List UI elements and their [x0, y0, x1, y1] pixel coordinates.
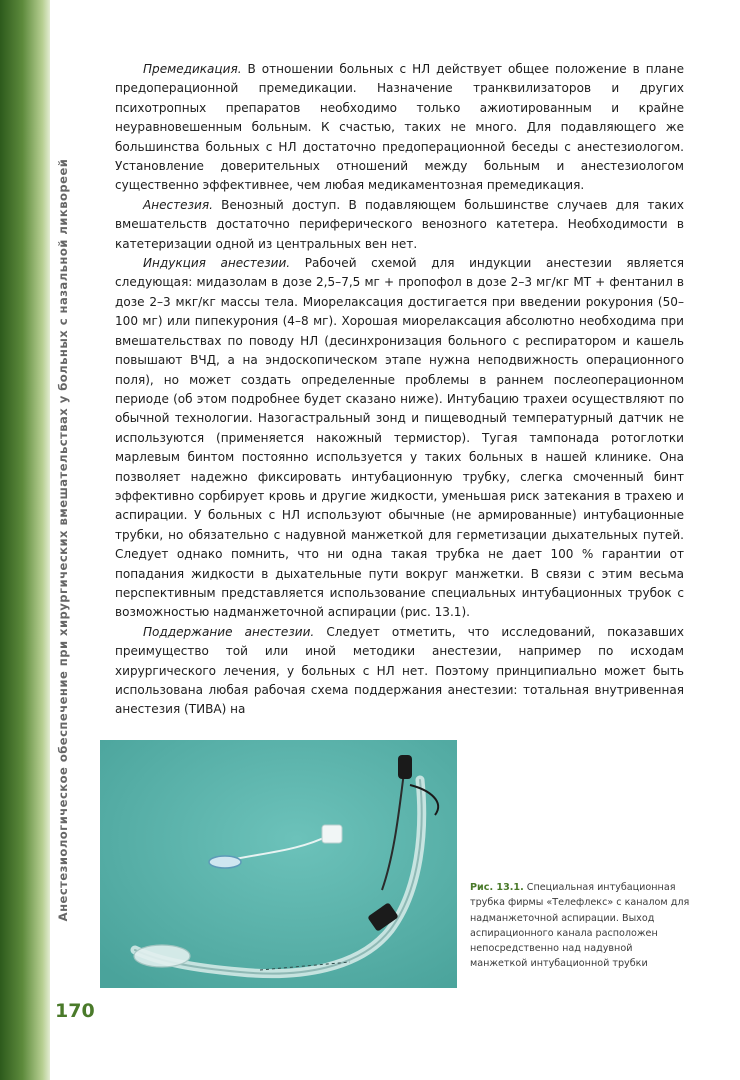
running-side-title: Анестезиологическое обеспечение при хирургических вмешательствах у больных с назальной ликвореей	[56, 158, 70, 922]
paragraph-text: В отношении больных с НЛ действует общее положение в плане предоперационной премедикации. Назначение транквилизаторов и других психотропных препаратов необходимо только ажиотированным и крайне неуравновешенным больным. К счастью, таких не много. Для подавляющего же большинства больных с НЛ достаточно предоперационной беседы с анестезиологом. Установление доверительных отношений между больным и анестезиологом существенно эффективнее, чем любая медикаментозная премедикация.	[115, 62, 684, 193]
aspiration-connector	[398, 755, 412, 779]
inflatable-cuff	[134, 945, 190, 967]
figure-caption	[470, 880, 692, 972]
paragraph-lead: Индукция анестезии.	[143, 256, 291, 271]
pilot-balloon	[209, 856, 241, 868]
paragraph-lead: Анестезия.	[143, 197, 213, 212]
intubation-tube-illustration	[100, 740, 457, 988]
paragraph-text: Венозный доступ. В подавляющем большинстве случаев для таких вмешательств достаточно периферического венозного катетера. Необходимости в катетеризации одной из центральных вен нет.	[115, 197, 684, 251]
body-text	[115, 60, 684, 720]
side-color-band	[0, 0, 50, 1080]
figure-caption-text: Специальная интубационная трубка фирмы «Телефлекс» с каналом для надманжеточной аспирации. Выход аспирационного канала расположен непосредственно над надувной манжеткой интубационной трубки	[470, 882, 690, 970]
paragraph-lead: Премедикация.	[143, 62, 242, 76]
paragraph-lead: Поддержание анестезии.	[143, 624, 315, 639]
paragraph-text: Следует отметить, что исследований, показавших преимущество той или иной методики анестезии, например по исходам хирургического лечения, у больных с НЛ нет. Поэтому принципиально может быть использована любая рабочая схема поддержания анестезии: тотальная внутривенная анестезия (ТИВА) на	[115, 624, 684, 717]
figure-photo	[100, 740, 457, 988]
paragraph-text: Рабочей схемой для индукции анестезии является следующая: мидазолам в дозе 2,5–7,5 мг + пропофол в дозе 2–3 мг/кг МТ + фентанил в дозе 2–3 мкг/кг массы тела. Миорелаксация достигается при введении рокурония (50–100 мг) или пипекурония (4–8 мг). Хорошая миорелаксация абсолютно необходима при вмешательствах по поводу НЛ (десинхронизация больного с респиратором и кашель повышают ВЧД, а на эндоскопическом этапе нужна неподвижность операционного поля), но может создать определенные проблемы в раннем послеоперационном периоде (об этом подробнее будет сказано ниже). Интубацию трахеи осуществляют по обычной технологии. Назогастральный зонд и пищеводный температурный датчик не используются (применяется накожный термистор). Тугая тампонада ротоглотки марлевым бинтом постоянно используется у таких больных в нашей клинике. Она позволяет надежно фиксировать интубационную трубку, слегка смоченный бинт эффективно сорбирует кровь и другие жидкости, уменьшая риск затекания в трахею и аспирации. У больных с НЛ используют обычные (не армированные) интубационные трубки, но обязательно с надувной манжеткой для герметизации дыхательных путей. Следует однако помнить, что ни одна такая трубка не дает 100 % гарантии от попадания жидкости в дыхательные пути вокруг манжетки. В связи с этим весьма перспективным представляется использование специальных интубационных трубок с возможностью надманжеточной аспирации (рис. 13.1).	[115, 256, 684, 620]
figure-label: Рис. 13.1.	[470, 882, 524, 893]
page-number: 170	[55, 1000, 95, 1022]
paragraph-maintenance	[115, 623, 684, 720]
valve-connector	[322, 825, 342, 843]
paragraph-induction	[115, 254, 684, 623]
paragraph-premedication	[115, 60, 684, 196]
paragraph-anesthesia	[115, 196, 684, 254]
